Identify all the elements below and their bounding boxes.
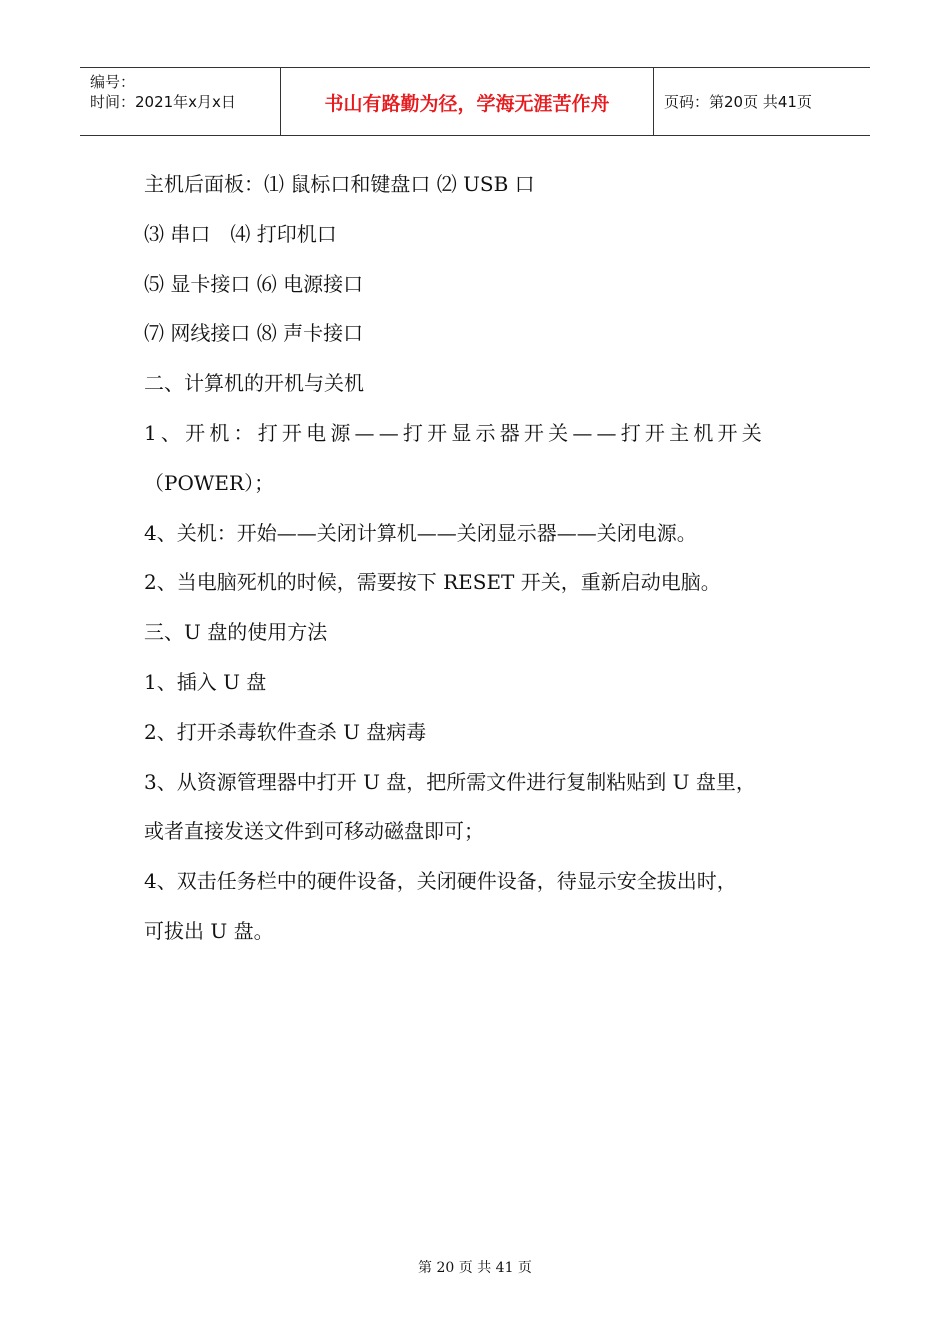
page-header (80, 67, 870, 136)
date-label: 时间：2021年x月x日 (90, 93, 236, 111)
body-line: ⑸ 显卡接口 ⑹ 电源接口 (144, 271, 364, 296)
body-line: 2、打开杀毒软件查杀 U 盘病毒 (144, 719, 427, 744)
body-line: 2、当电脑死机的时候，需要按下 RESET 开关，重新启动电脑。 (144, 570, 721, 595)
number-label: 编号： (90, 73, 136, 91)
body-line: 1、插入 U 盘 (144, 669, 267, 694)
body-line: （POWER）； (144, 470, 275, 495)
section-heading: 二、计算机的开机与关机 (144, 371, 364, 396)
header-page-label: 页码：第20页 共41页 (664, 93, 812, 111)
body-line: 主机后面板：⑴ 鼠标口和键盘口 ⑵ USB 口 (144, 172, 535, 196)
page-footer (0, 1257, 950, 1277)
body-line: ⑺ 网线接口 ⑻ 声卡接口 (144, 321, 364, 346)
body-line: 4、双击任务栏中的硬件设备，关闭硬件设备，待显示安全拔出时， (144, 869, 737, 894)
body-line: 4、关机：开始——关闭计算机——关闭显示器——关闭电源。 (144, 520, 697, 545)
document-body (144, 160, 824, 957)
footer-page-number: 第 20 页 共 41 页 (418, 1260, 532, 1276)
header-motto: 书山有路勤为径，学海无涯苦作舟 (281, 68, 654, 135)
body-line: 1、开机：打开电源——打开显示器开关——打开主机开关 (144, 420, 766, 445)
body-line: 3、从资源管理器中打开 U 盘，把所需文件进行复制粘贴到 U 盘里， (144, 769, 756, 794)
body-line: 可拔出 U 盘。 (144, 918, 274, 943)
body-line: ⑶ 串口 ⑷ 打印机口 (144, 221, 337, 246)
header-meta (80, 68, 281, 135)
body-line: 或者直接发送文件到可移动磁盘即可； (144, 819, 484, 844)
section-heading: 三、U 盘的使用方法 (144, 620, 328, 645)
